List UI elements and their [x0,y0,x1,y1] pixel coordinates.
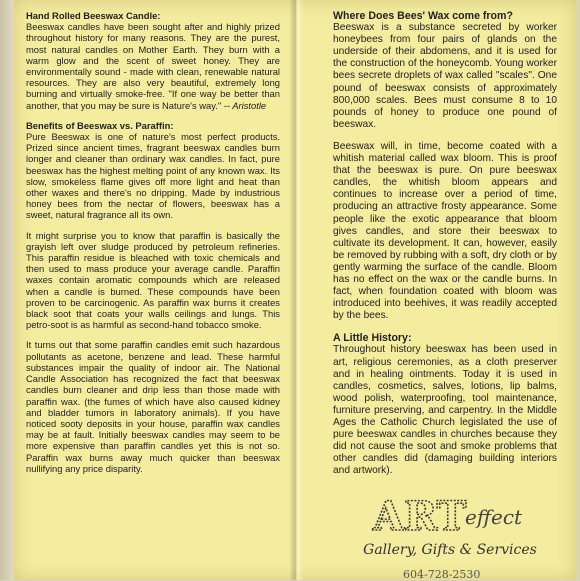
logo-phone: 604-728-2530 [403,568,481,581]
paragraph-where-from: Beeswax is a substance secreted by worker honeybees from four pairs of glands on the underside of their abdomens, and it is used for the construction of the honeycomb. Young worker bees secrete droplets of wax called "scales". One pound of beeswax consists of approximately 800,000 scales. Bees must consume 8 to 10 pounds of honey to produce one pound of beeswax. [333,22,557,130]
paragraph-hand-rolled-text: Beeswax candles have been sought after and highly prized throughout history for many reasons. They are the purest, most natural candles on Mother Earth. They burn with a warm glow and the scent of sweet honey. They are environmentally sound - made with clean, renewable natural resources. They are also very beautiful, extremely long burning and virtually smoke-free. "If one way be better than another, that you may be sure is Nature's way." [26,21,280,111]
logo-effect-word: effect [465,505,523,529]
artefact-logo-art [365,492,555,538]
paragraph-pollutants: It turns out that some paraffin candles emit such hazardous pollutants as acetone, benzene and lead. These harmful substances impair the quality of indoor air. The National Candle Association has recognized the fact that beeswax candles burn cleaner and drip less than those made with paraffin wax. (the fumes of which have also caused kidney and bladder tumors in laboratory animals). If you have noticed sooty deposits in your house, paraffin wax candles may be at fault. Initially beeswax candles may seem to be more expensive than paraffin candles yet this is not so. Paraffin wax burns away much quicker than beeswax nullifying any price disparity. [26,339,280,474]
left-column [26,10,280,483]
artefact-logo [333,492,563,580]
paragraph-paraffin: It might surprise you to know that paraffin is basically the grayish left over sludge produced by petroleum refineries. This paraffin residue is bleached with toxic chemicals and then used to mass produce your average candle. Paraffin waxes contain aromatic compounds which are released when a candle is burned. These compounds have been proven to be carcinogenic. As paraffin wax burns it creates black soot that coats your walls ceilings and lungs. This petro-soot is as harmful as second-hand tobacco smoke. [26,229,280,331]
right-column [333,10,557,487]
heading-where-from: Where Does Bees' Wax come from? [333,10,513,22]
heading-hand-rolled: Hand Rolled Beeswax Candle: [26,10,161,21]
paragraph-history: Throughout history beeswax has been used in art, religious ceremonies, as a cloth preserver and in healing ointments. Today it is used in candles, cosmetics, salves, lotions, lip balms, wood polish, waterproofing, tool maintenance, furniture preserving, and carpentry. In the Middle Ages the Catholic Church legislated the use of pure beeswax candles in churches because they did not cause the soot and smoke problems that other candles did (damaging building interiors and artwork). [333,344,557,477]
paragraph-bloom: Beeswax will, in time, become coated with a whitish material called wax bloom. This is proof that the beeswax is pure. On pure beeswax candles, the whitish bloom appears and continues to increase over a period of time, producing an attractive frosty appearance. Some people like the exotic appearance that bloom gives candles, and store their beeswax to cultivate its development. It can, however, easily be removed by rubbing with a soft, dry cloth or by gently warming the surface of the candle. Bloom has no effect on the wax or the candle burns. In fact, when foundation coated with bloom was introduced into beehives, it was readily accepted by the bees. [333,140,557,322]
heading-benefits: Benefits of Beeswax vs. Paraffin: [26,119,174,131]
quote-attribution: -- Aristotle [221,99,267,111]
brochure-fold [289,0,303,580]
logo-tagline: Gallery, Gifts & Services [363,542,537,558]
logo-art-letters: ART [373,493,467,538]
paragraph-benefits: Pure Beeswax is one of nature's most perfect products. Prized since ancient times, fragrant beeswax candles burn longer and cleaner than ordinary wax candles. In fact, pure beeswax has the highest melting point of any known wax. Its slow, smokeless flame gives off more light and heat than other waxes and there's no dripping. Made by industrious honey bees from the nectar of flowers, beeswax has a sweet, natural fragrance all its own. [26,131,280,221]
heading-history: A Little History: [333,332,412,345]
paragraph-hand-rolled [26,21,280,111]
